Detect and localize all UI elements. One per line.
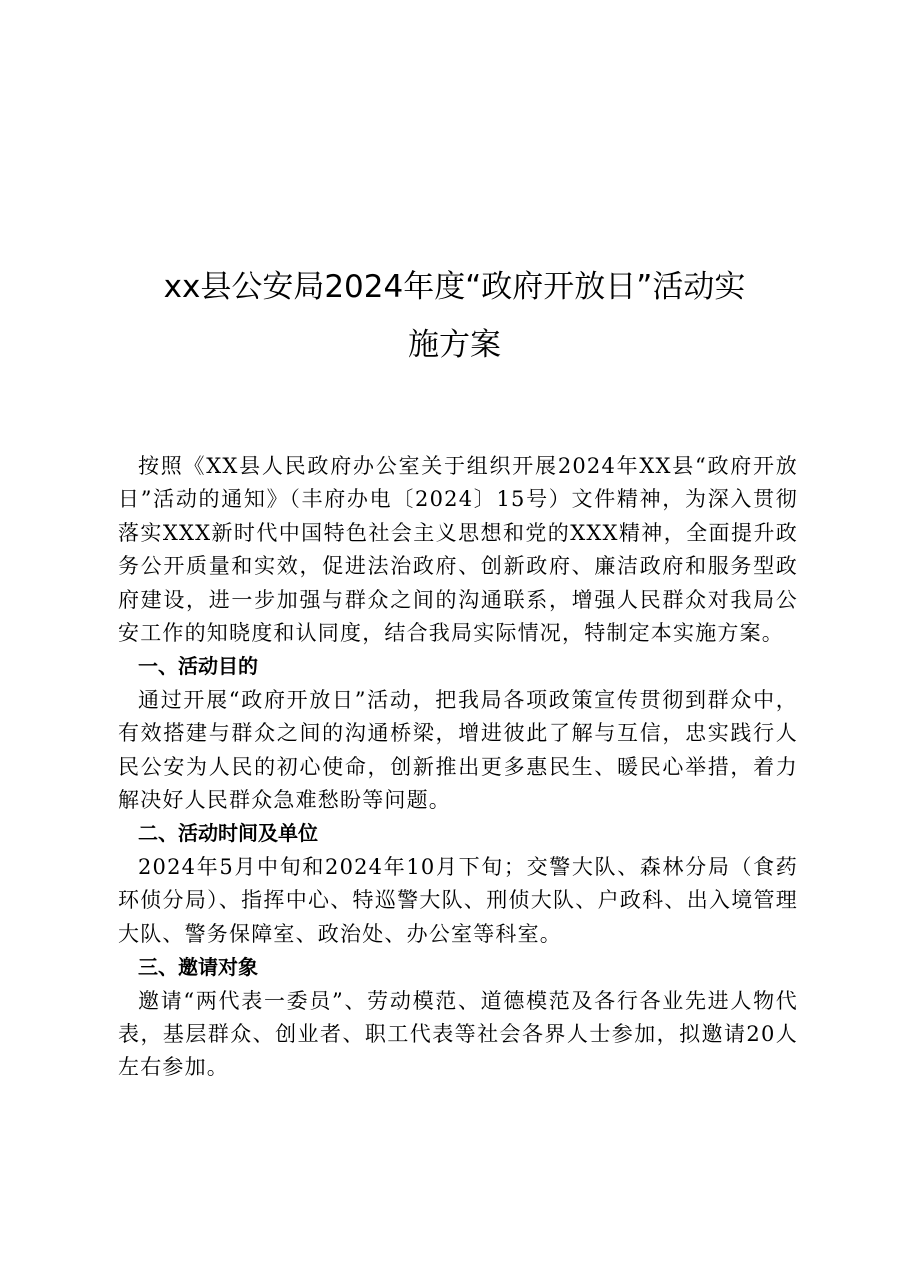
title-line-2: 施方案 (408, 327, 501, 363)
section-heading-invitees: 三、邀请对象 (138, 955, 258, 980)
document-body (118, 450, 798, 1085)
section-heading-time-units: 二、活动时间及单位 (138, 821, 318, 846)
intro-paragraph: 按照《XX县人民政府办公室关于组织开展2024年XX县“政府开放日”活动的通知》（丰府办电〔2024〕15号）文件精神，为深入贯彻落实XXX新时代中国特色社会主义思想和党的XXX精神，全面提升政务公开质量和实效，促进法治政府、创新政府、廉洁政府和服务型政府建设，进一步加强与群众之间的沟通联系，增强人民群众对我局公安工作的知晓度和认同度，结合我局实际情况，特制定本实施方案。 (118, 454, 798, 646)
section-text-invitees: 邀请“两代表一委员”、劳动模范、道德模范及各行各业先进人物代表，基层群众、创业者、职工代表等社会各界人士参加，拟邀请20人左右参加。 (118, 988, 798, 1080)
section-text-time-units: 2024年5月中旬和2024年10月下旬；交警大队、森林分局（食药环侦分局）、指挥中心、特巡警大队、刑侦大队、户政科、出入境管理大队、警务保障室、政治处、办公室等科室。 (118, 854, 798, 946)
title-line-1: xx县公安局2024年度“政府开放日”活动实 (163, 269, 746, 305)
document-title (100, 258, 809, 374)
section-heading-purpose: 一、活动目的 (138, 654, 258, 679)
section-text-purpose: 通过开展“政府开放日”活动，把我局各项政策宣传贯彻到群众中，有效搭建与群众之间的沟通桥梁，增进彼此了解与互信，忠实践行人民公安为人民的初心使命，创新推出更多惠民生、暖民心举措，着力解决好人民群众急难愁盼等问题。 (118, 687, 798, 813)
